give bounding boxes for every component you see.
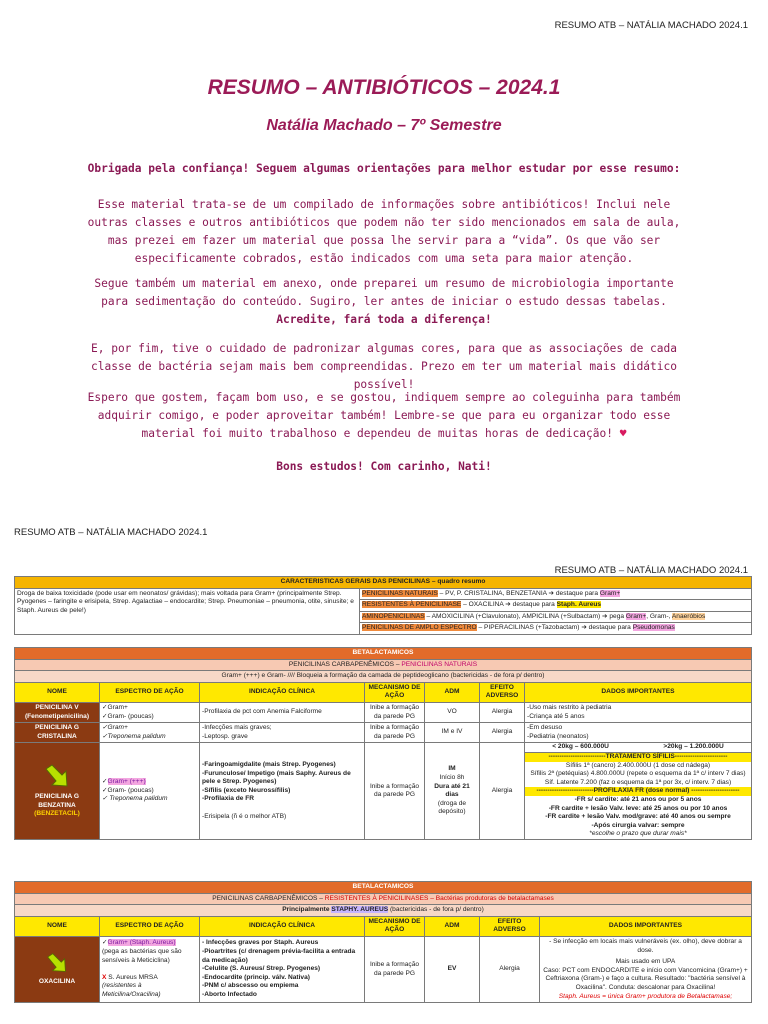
col-mecanismo: MECANISMO DE AÇÃO xyxy=(365,916,425,936)
t3-sub2: Principalmente STAPHY. AUREUS (bactericidas - de fora p/ dentro) xyxy=(15,905,752,917)
t2-head: BETALACTAMICOS xyxy=(15,648,752,660)
page-title: RESUMO – ANTIBIÓTICOS – 2024.1 xyxy=(207,76,561,99)
summary-broad: PENICILINAS DE AMPLO ESPECTRO – PIPERACILINAS (+Tazobactam) ➔ destaque para Pseudomonas xyxy=(360,623,752,635)
page-footer: RESUMO ATB – NATÁLIA MACHADO 2024.1 xyxy=(14,527,208,538)
t3-head: BETALACTAMICOS xyxy=(15,882,752,894)
col-nome: NOME xyxy=(15,682,100,702)
intro-greeting: Obrigada pela confiança! Seguem algumas orientações para melhor estudar por esse resumo: xyxy=(87,162,681,175)
resistant-penicillins-table xyxy=(14,881,752,1003)
page-header: RESUMO ATB – NATÁLIA MACHADO 2024.1 xyxy=(554,20,748,31)
drug-name: PENICILINA V (Fenometipenicilina) xyxy=(15,702,100,722)
col-efeito: EFEITO ADVERSO xyxy=(480,916,540,936)
summary-amino: AMINOPENICILINAS – AMOXICILINA (+Clavulonato), AMPICILINA (+Sulbactam) ➔ pega Gram+, Gram-, Anaeróbios xyxy=(360,611,752,623)
intro-paragraph-2: Segue também um material em anexo, onde preparei um resumo de microbiologia importante para sedimentação do conteúdo. Sugiro, ler antes de iniciar o estudo dessas tabelas. Acredite, fará toda a diferença! xyxy=(94,277,674,326)
t2-sub2: Gram+ (+++) e Gram- //// Bloqueia a formação da camada de peptideoglicano (bactericidas - de fora p/ dentro) xyxy=(15,671,752,683)
heart-icon: ♥ xyxy=(619,427,627,440)
summary-resistant: RESISTENTES À PENICILINASE – OXACILINA ➔ destaque para Staph. Aureus xyxy=(360,600,752,612)
col-indicacao: INDICAÇÃO CLÍNICA xyxy=(200,682,365,702)
t3-sub1: PENICILINAS CARBAPENÊMICOS – RESISTENTES À PENICILINASES – Bactérias produtoras de betalactamases xyxy=(15,893,752,905)
summary-general-text: Droga de baixa toxicidade (pode usar em neonatos/ grávidas); mais voltada para Gram+ (principalmente Strep. Pyogenes – faringite e erisipela, Strep. Agalactiae – endocardite; Strep. Pneumoniae – pneumonia, otite, sinusite; e Staph. Aureus de pele!) xyxy=(15,588,360,634)
natural-penicillins-table xyxy=(14,647,752,840)
page-subtitle: Natália Machado – 7º Semestre xyxy=(266,117,502,134)
penicillin-summary-table xyxy=(14,576,752,635)
summary-title: CARACTERISTICAS GERAIS DAS PENICILINAS – quadro resumo xyxy=(15,577,752,589)
table-row: OXACILINA ✓Gram+ (Staph. Aureus) (pega as bactérias que são sensíveis à Meticiclina) X S. Aureus MRSA (resistentes à Meticilina/Oxacilina) - Infecções graves por Staph. Aureus -Pioartrites (c/ drenagem prévia-facilita a entrada da medicação) -Celulite (S. Aureus/ Strep. Pyogenes) -Endocardite (princip. válv. Nativa) -PNM c/ abscesso ou empiema -Aborto Infectado Inibe a formação da parede PG EV Alergia - Se infecção em locais mais vulneráveis (ex. olho), deve dobrar a dose. Mais usado em UPA Caso: PCT com ENDOCARDITE e início com Vancomicina (Gram+) + Ceftriaxona (Gram-) e faço a cultura. Resultado: "bactéria sensível à Oxacilina". Conduta: descalonar para Oxacilina! Staph. Aureus = única Gram+ produtora de Betalactamase; xyxy=(15,936,752,1002)
arrow-icon xyxy=(44,952,70,974)
drug-name: PENICILINA G CRISTALINA xyxy=(15,723,100,743)
page2-header: RESUMO ATB – NATÁLIA MACHADO 2024.1 xyxy=(554,565,748,576)
table-row: PENICILINA V (Fenometipenicilina) ✓Gram+ ✓Gram- (poucas) -Profilaxia de pct com Anemia Falciforme Inibe a formação da parede PG VO Alergia -Uso mais restrito à pediatria -Criança até 5 anos xyxy=(15,702,752,722)
summary-natural: PENICILINAS NATURAIS – PV, P. CRISTALINA, BENZETANIA ➔ destaque para Gram+ xyxy=(360,588,752,600)
intro-paragraph-4: Espero que gostem, façam bom uso, e se gostou, indiquem sempre ao coleguinha para também adquirir comigo, e poder aproveitar também! Lembre-se que para eu organizar todo esse material foi muito trabalhoso e dependeu de muitas horas de dedicação! ♥ xyxy=(87,391,681,440)
drug-name: PENICILINA G BENZATINA (BENZETACIL) xyxy=(15,743,100,840)
col-nome: NOME xyxy=(15,916,100,936)
intro-closing: Bons estudos! Com carinho, Nati! xyxy=(276,460,492,473)
col-dados: DADOS IMPORTANTES xyxy=(525,682,752,702)
col-efeito: EFEITO ADVERSO xyxy=(480,682,525,702)
col-mecanismo: MECANISMO DE AÇÃO xyxy=(365,682,425,702)
col-adm: ADM xyxy=(425,916,480,936)
col-adm: ADM xyxy=(425,682,480,702)
arrow-icon xyxy=(44,763,70,789)
drug-name: OXACILINA xyxy=(15,936,100,1002)
t2-sub1: PENICILINAS CARBAPENÊMICOS – PENICILINAS NATURAIS xyxy=(15,659,752,671)
col-dados: DADOS IMPORTANTES xyxy=(540,916,752,936)
intro-paragraph-3: E, por fim, tive o cuidado de padronizar algumas cores, para que as associações de cada classe de bactéria sejam mais bem compreendidas. Prezo em ter um material mais didático possível! xyxy=(91,342,677,391)
table-row: PENICILINA G CRISTALINA ✓Gram+ ✓Treponema palidum -Infecções mais graves; -Leptosp. grave Inibe a formação da parede PG IM e IV Alergia -Em desuso -Pediatria (neonatos) xyxy=(15,723,752,743)
col-espectro: ESPECTRO DE AÇÃO xyxy=(100,682,200,702)
col-indicacao: INDICAÇÃO CLÍNICA xyxy=(200,916,365,936)
col-espectro: ESPECTRO DE AÇÃO xyxy=(100,916,200,936)
table-row: PENICILINA G BENZATINA (BENZETACIL) ✓Gram+ (+++) ✓Gram- (poucas) ✓ Treponema palidum -Faringoamigdalite (mais Strep. Pyogenes) -Furunculose/ Impetigo (mais Saphy. Aureus de pele e Strep. Pyogenes) -Sífilis (exceto Neurossífilis) -Profilaxia de FR -Erisipela (ñ é o melhor ATB) Inibe a formação da parede PG IM Início 8h Dura até 21 dias (droga de depósito) Alergia < 20kg – 600.000U >20kg – 1.200.000U --------------------------TRATAMENTO SÍFILIS------------------------ Sífilis 1ª (cancro) 2.400.000U (1 dose cd nádega) Sífilis 2ª (petéquias) 4.800.000U (repete o esquema da 1ª c/ interv 7 dias) Síf. Latente 7.200 (faz o esquema da 1ª por 3x, c/ interv. 7 dias) --------------------------PROFILAXIA FR (dose normal) ---------------------- -FR s/ cardite: até 21 anos ou por 5 anos -FR cardite + lesão Valv. leve: até 25 anos ou por 10 anos -FR cardite + lesão Valv. mod/grave: até 40 anos ou sempre -Após cirurgia valvar: sempre *escolhe o prazo que durar mais* xyxy=(15,743,752,840)
intro-paragraph-1: Esse material trata-se de um compilado de informações sobre antibióticos! Inclui nele outras classes e outros antibióticos que podem não ter sido mencionados em sala de aula, mas prezei em fazer um material que possa lhe servir para a “vida”. Os que vão ser especificamente cobrados, estão indicados com uma seta para maior atenção. xyxy=(87,198,681,265)
